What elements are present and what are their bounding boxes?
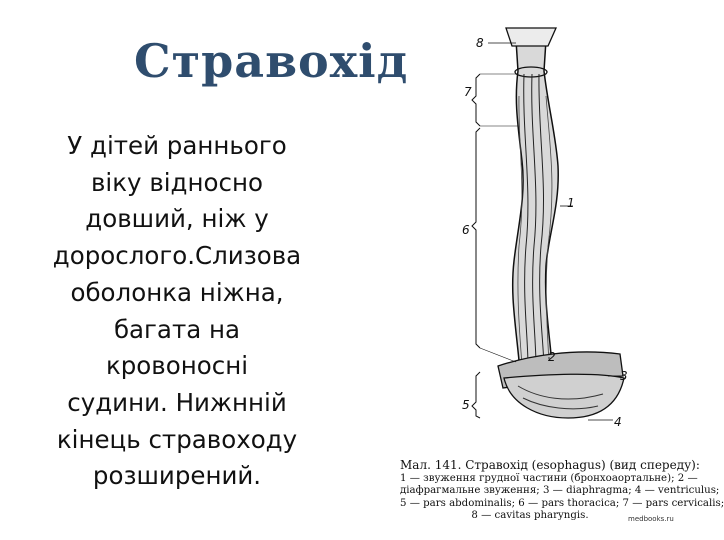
bracket-7 [472,74,480,126]
body-line: віку відносно [90,167,263,197]
caption-line: 5 — pars abdominalis; 6 — pars thoracica; 7 — pars cervicalis; [400,497,724,509]
body-line: багата на [113,314,241,344]
label-5: 5 [462,398,470,412]
label-1: 1 [567,196,575,210]
figure-caption [400,458,724,523]
body-line: судини. Нижнній [67,387,287,417]
bracket-5 [472,372,480,418]
label-7: 7 [464,85,472,99]
esophagus-illustration [398,26,698,429]
body-line: розширений. [92,461,262,491]
slide-title: Стравохід [134,34,409,88]
label-3: 3 [620,369,628,383]
bracket-6-tick [480,348,516,362]
bracket-6 [472,128,480,348]
caption-line: 8 — cavitas pharyngis. [471,510,589,522]
caption-line: 1 — звуження грудної частини (бронхоаортальне); 2 — [400,473,698,484]
label-6: 6 [462,223,470,237]
body-line: кровоносні [105,351,249,381]
body-line: дорослого.Слизова [52,241,302,271]
stomach-shape [504,374,624,418]
body-line: кінець стравоходу [56,424,298,454]
label-2: 2 [548,350,556,364]
body-line: оболонка ніжна, [70,277,284,307]
body-text [22,128,332,495]
body-line: довший, ніж у [85,204,269,234]
caption-line: діафрагмальне звуження; 3 — diaphragma; 4 — ventriculus; [400,485,720,497]
watermark: medbooks.ru [628,515,674,523]
label-4: 4 [614,415,622,429]
label-8: 8 [476,36,484,50]
body-line: У дітей раннього [67,131,287,160]
caption-line: Мал. 141. Стравохід (esophagus) (вид спереду): [400,458,700,472]
